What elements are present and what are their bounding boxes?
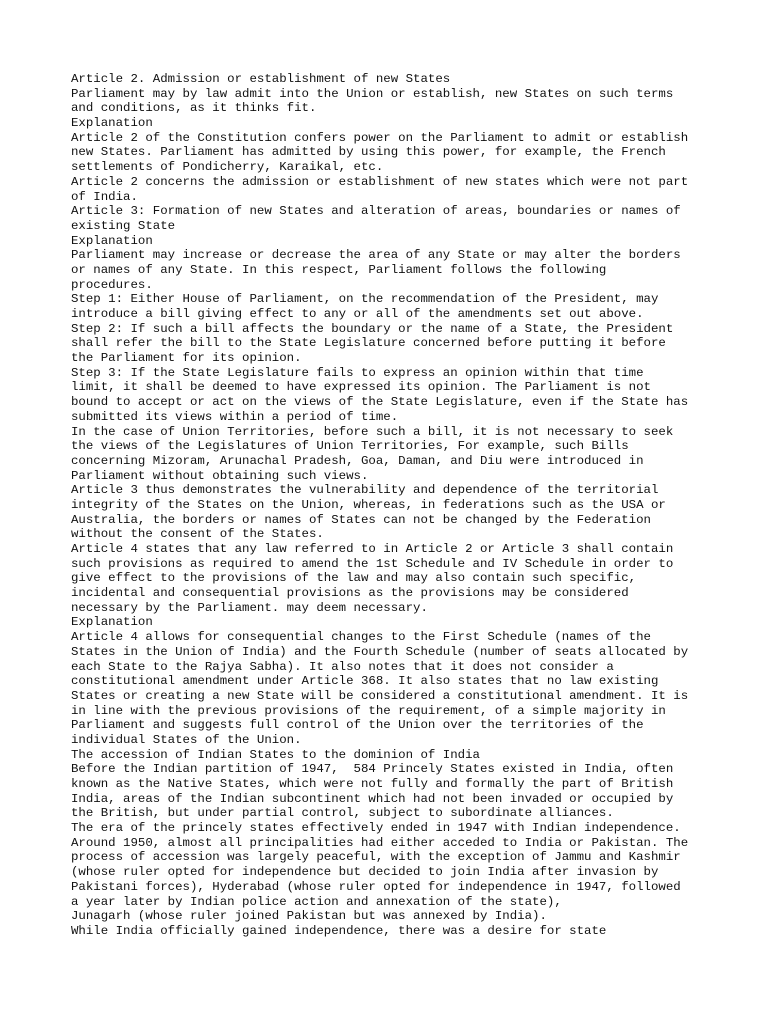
text-line: known as the Native States, which were not fully and formally the part of British (71, 777, 674, 791)
text-line: or names of any State. In this respect, Parliament follows the following (71, 262, 607, 277)
text-line: Parliament may by law admit into the Union or establish, new States on such terms (71, 86, 674, 101)
text-line: (whose ruler opted for independence but decided to join India after invasion by (71, 865, 659, 880)
text-line: Article 2. Admission or establishment of new States (71, 72, 451, 86)
text-line: Australia, the borders or names of States can not be changed by the Federation (71, 512, 651, 527)
text-line: and conditions, as it thinks fit. (71, 101, 317, 116)
text-line: States or creating a new State will be considered a constitutional amendment. It is (71, 688, 689, 703)
text-line: Article 4 states that any law referred to in Article 2 or Article 3 shall contain (71, 542, 674, 556)
text-line: Step 3: If the State Legislature fails to express an opinion within that time (71, 365, 644, 380)
text-line: Article 3: Formation of new States and alteration of areas, boundaries or names of (71, 204, 681, 219)
text-line: bound to accept or act on the views of the State Legislature, even if the State has (71, 395, 689, 410)
text-line: the British, but under partial control, subject to subordinate alliances. (71, 806, 614, 821)
text-line: constitutional amendment under Article 368. It also states that no law existing (71, 674, 659, 689)
text-line: Explanation (71, 615, 153, 630)
text-line: States in the Union of India) and the Fourth Schedule (number of seats allocated by (71, 644, 689, 659)
text-line: Pakistani forces), Hyderabad (whose ruler opted for independence in 1947, followed (71, 879, 681, 894)
text-line: Junagarh (whose ruler joined Pakistan but was annexed by India). (71, 909, 547, 924)
text-line: India, areas of the Indian subcontinent which had not been invaded or occupied by (71, 791, 674, 806)
text-line: of India. (71, 189, 138, 204)
text-line: Around 1950, almost all principalities had either acceded to India or Pakistan. The (71, 835, 689, 850)
text-line: a year later by Indian police action and annexation of the state), (71, 894, 562, 909)
text-line: Before the Indian partition of 1947, 584 Princely States existed in India, often (71, 762, 674, 777)
text-line: procedures. (71, 277, 153, 292)
text-line: incidental and consequential provisions as the provisions may be considered (71, 586, 629, 601)
text-line: concerning Mizoram, Arunachal Pradesh, Goa, Daman, and Diu were introduced in (71, 453, 644, 468)
text-line: submitted its views within a period of time. (71, 409, 399, 424)
text-line: such provisions as required to amend the 1st Schedule and IV Schedule in order to (71, 556, 674, 571)
text-line: process of accession was largely peaceful, with the exception of Jammu and Kashmir (71, 850, 681, 865)
text-line: Explanation (71, 116, 153, 131)
text-line: In the case of Union Territories, before such a bill, it is not necessary to seek (71, 424, 674, 439)
text-line: Step 1: Either House of Parliament, on the recommendation of the President, may (71, 292, 659, 307)
text-line: Article 2 concerns the admission or establishment of new states which were not part (71, 174, 689, 189)
text-line: Article 3 thus demonstrates the vulnerability and dependence of the territorial (71, 483, 659, 498)
text-line: Parliament without obtaining such views. (71, 468, 369, 483)
text-line: limit, it shall be deemed to have expressed its opinion. The Parliament is not (71, 380, 651, 395)
document-page (71, 72, 701, 939)
text-line: existing State (71, 218, 176, 233)
text-line: necessary by the Parliament. may deem necessary. (71, 600, 428, 615)
text-line: While India officially gained independence, there was a desire for state (71, 923, 607, 938)
text-line: without the consent of the States. (71, 527, 324, 542)
text-line: The era of the princely states effectively ended in 1947 with Indian independence. (71, 821, 681, 836)
text-line: individual States of the Union. (71, 732, 302, 747)
text-line: Parliament may increase or decrease the area of any State or may alter the borders (71, 248, 681, 263)
text-line: Article 4 allows for consequential changes to the First Schedule (names of the (71, 630, 651, 645)
text-line: Explanation (71, 233, 153, 248)
text-line: introduce a bill giving effect to any or all of the amendments set out above. (71, 307, 644, 321)
text-line: give effect to the provisions of the law and may also contain such specific, (71, 571, 637, 586)
text-line: Step 2: If such a bill affects the boundary or the name of a State, the President (71, 321, 674, 336)
text-line: shall refer the bill to the State Legislature concerned before putting it before (71, 336, 666, 351)
text-line: new States. Parliament has admitted by using this power, for example, the French (71, 145, 666, 160)
text-line: Article 2 of the Constitution confers power on the Parliament to admit or establish (71, 130, 689, 145)
text-line: the views of the Legislatures of Union Territories, For example, such Bills (71, 439, 629, 454)
text-line: the Parliament for its opinion. (71, 351, 302, 366)
text-line: integrity of the States on the Union, whereas, in federations such as the USA or (71, 497, 666, 512)
text-line: Parliament and suggests full control of the Union over the territories of the (71, 718, 644, 733)
text-line: settlements of Pondicherry, Karaikal, etc. (71, 160, 384, 175)
text-line: The accession of Indian States to the dominion of India (71, 747, 480, 762)
text-line: in line with the previous provisions of the requirement, of a simple majority in (71, 703, 666, 718)
text-line: each State to the Rajya Sabha). It also notes that it does not consider a (71, 659, 614, 674)
